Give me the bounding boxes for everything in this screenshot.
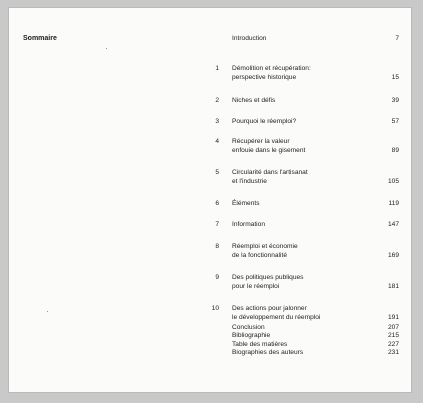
chapter-title-line: Des actions pour jalonner bbox=[232, 305, 307, 312]
chapter-title-line: Niches et défis bbox=[232, 97, 276, 104]
chapter-number: 2 bbox=[215, 97, 219, 104]
chapter-title-line: de la fonctionnalité bbox=[232, 251, 287, 259]
chapter-title bbox=[232, 65, 372, 82]
chapter-title-line: le développement du réemploi bbox=[232, 313, 321, 321]
chapter-title-line: Pourquoi le réemploi? bbox=[232, 118, 297, 125]
page-number: 15 bbox=[391, 73, 399, 81]
chapter-title-line: enfouie dans le gisement bbox=[232, 146, 306, 154]
chapter-title bbox=[232, 97, 372, 106]
paper-speck bbox=[47, 311, 48, 312]
page-number: 39 bbox=[391, 97, 399, 104]
chapter-title bbox=[232, 200, 372, 209]
page-number: 119 bbox=[388, 200, 399, 207]
chapter-title-line: Démolition et récupération: bbox=[232, 65, 311, 72]
chapter-title bbox=[232, 118, 372, 127]
page-number: 105 bbox=[387, 177, 399, 185]
chapter-title bbox=[232, 274, 372, 291]
chapter-title bbox=[232, 138, 372, 155]
paper-speck bbox=[106, 48, 107, 49]
back-matter-entry bbox=[232, 341, 402, 349]
page-title: Sommaire bbox=[23, 35, 57, 42]
chapter-title-line: Circularité dans l'artisanat bbox=[232, 169, 308, 176]
chapter-number: 5 bbox=[215, 169, 219, 176]
back-matter-entry bbox=[232, 349, 402, 357]
back-matter-entry bbox=[232, 324, 402, 332]
chapter-title-line: pour le réemploi bbox=[232, 282, 280, 290]
chapter-title-line: Des politiques publiques bbox=[232, 274, 304, 281]
page-number: 207 bbox=[387, 324, 399, 331]
chapter-number: 3 bbox=[215, 118, 219, 125]
back-matter-label: Table des matières bbox=[232, 340, 288, 348]
chapter-title-line: Introduction bbox=[232, 35, 267, 42]
back-matter-label: Bibliographie bbox=[232, 332, 271, 340]
chapter-title-line: perspective historique bbox=[232, 73, 297, 81]
page-number: 147 bbox=[387, 221, 399, 228]
chapter-number: 1 bbox=[215, 65, 219, 72]
chapter-number: 7 bbox=[215, 221, 219, 228]
page-number: 89 bbox=[391, 146, 399, 154]
chapter-title bbox=[232, 35, 372, 44]
chapter-title-line: Éléments bbox=[232, 200, 260, 207]
back-matter-entry bbox=[232, 332, 402, 340]
chapter-title-line: Information bbox=[232, 221, 265, 228]
page-number: 231 bbox=[387, 348, 399, 356]
chapter-title bbox=[232, 243, 372, 260]
chapter-number: 9 bbox=[215, 274, 219, 281]
back-matter-label: Biographies des auteurs bbox=[232, 348, 304, 356]
page-number: 215 bbox=[387, 332, 399, 340]
chapter-number: 6 bbox=[215, 200, 219, 207]
chapter-title-line: Réemploi et économie bbox=[232, 243, 298, 250]
back-matter-label: Conclusion bbox=[232, 324, 265, 331]
page-number: 181 bbox=[387, 282, 399, 290]
page-number: 57 bbox=[391, 118, 399, 125]
document-page bbox=[9, 8, 411, 392]
chapter-number: 4 bbox=[215, 138, 219, 145]
chapter-title bbox=[232, 221, 372, 230]
page-number: 7 bbox=[395, 35, 399, 42]
page-number: 169 bbox=[387, 251, 399, 259]
chapter-number: 8 bbox=[215, 243, 219, 250]
chapter-number: 10 bbox=[211, 305, 219, 312]
page-number: 191 bbox=[387, 313, 399, 321]
chapter-title bbox=[232, 305, 372, 322]
chapter-title bbox=[232, 169, 372, 186]
chapter-title-line: et l'industrie bbox=[232, 177, 267, 185]
back-matter-list bbox=[232, 324, 402, 357]
chapter-title-line: Récupérer la valeur bbox=[232, 138, 290, 145]
page-number: 227 bbox=[387, 340, 399, 348]
